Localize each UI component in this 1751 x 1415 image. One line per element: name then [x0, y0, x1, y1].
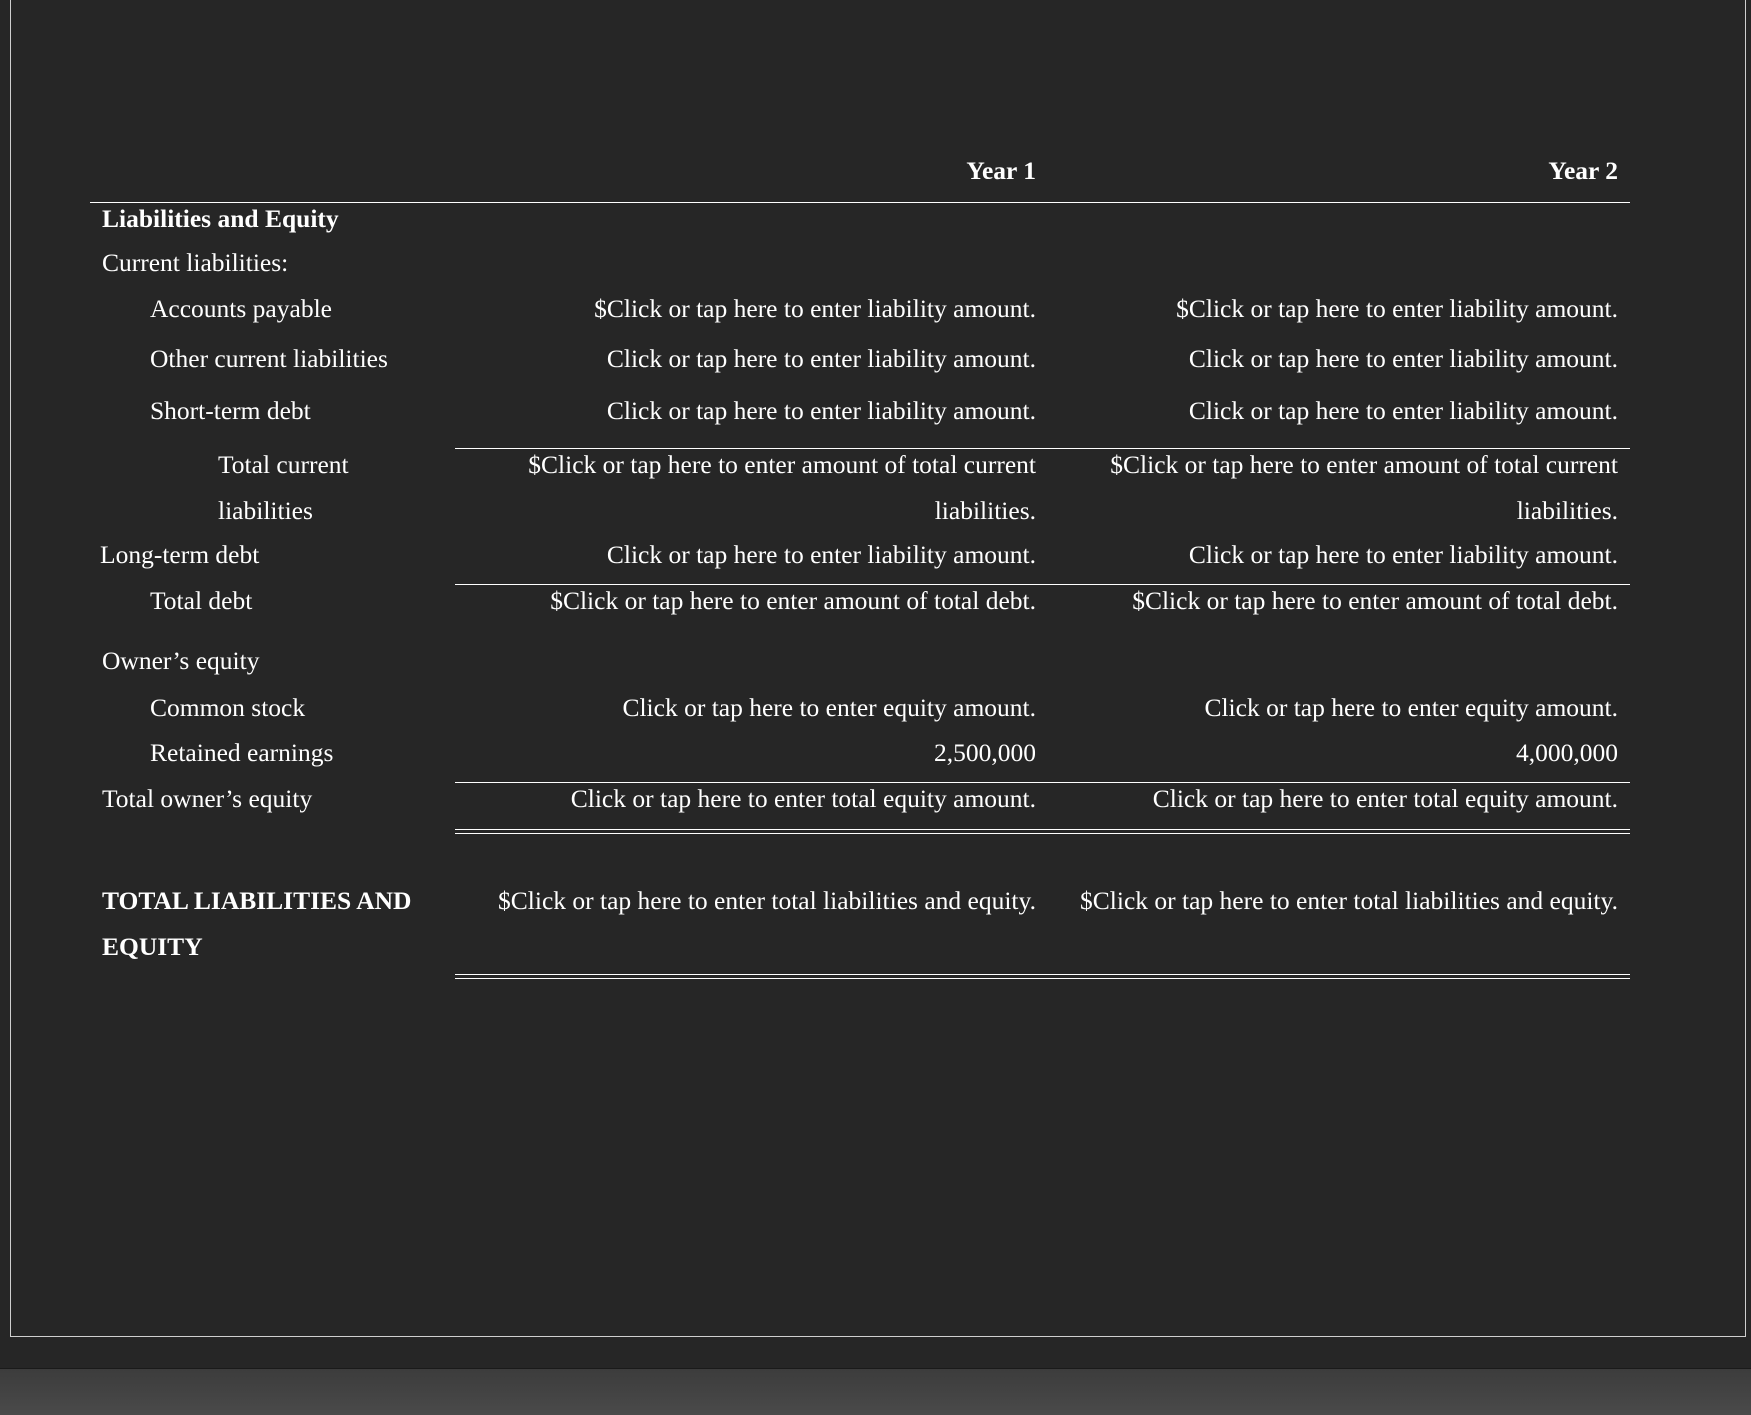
header-year1: Year 1	[966, 156, 1036, 185]
total-equity-rule-year2	[1037, 782, 1630, 783]
short-term-debt-year2-field[interactable]: Click or tap here to enter liability amount.	[1188, 396, 1618, 425]
header-year2: Year 2	[1548, 156, 1618, 185]
total-current-rule-year2	[1037, 448, 1630, 449]
total-current-liabilities-label-line2: liabilities	[218, 496, 313, 525]
accounts-payable-year2-field[interactable]: $Click or tap here to enter liability amount.	[1176, 294, 1618, 323]
total-liabilities-equity-year1-field[interactable]: $Click or tap here to enter total liabilities and equity.	[498, 886, 1036, 915]
total-current-liabilities-year2-field[interactable]: $Click or tap here to enter amount of total current	[1110, 450, 1618, 479]
long-term-debt-year2-field[interactable]: Click or tap here to enter liability amount.	[1188, 540, 1618, 569]
long-term-debt-label: Long-term debt	[100, 540, 260, 569]
common-stock-year1-field[interactable]: Click or tap here to enter equity amount.	[622, 693, 1036, 722]
common-stock-label: Common stock	[150, 693, 306, 722]
total-debt-rule-year2	[1037, 584, 1630, 585]
total-debt-label: Total debt	[150, 586, 253, 615]
total-debt-year2-field[interactable]: $Click or tap here to enter amount of total debt.	[1132, 586, 1618, 615]
total-liabilities-equity-year2-field[interactable]: $Click or tap here to enter total liabilities and equity.	[1080, 886, 1618, 915]
total-current-liabilities-year1-field[interactable]: $Click or tap here to enter amount of total current	[528, 450, 1036, 479]
total-equity-rule-year1	[455, 782, 1037, 783]
total-current-liabilities-year1-field-line2[interactable]: liabilities.	[934, 496, 1036, 525]
common-stock-year2-field[interactable]: Click or tap here to enter equity amount.	[1204, 693, 1618, 722]
total-debt-year1-field[interactable]: $Click or tap here to enter amount of total debt.	[550, 586, 1036, 615]
total-current-liabilities-year2-field-line2[interactable]: liabilities.	[1516, 496, 1618, 525]
owners-equity-label: Owner’s equity	[102, 646, 260, 675]
retained-earnings-label: Retained earnings	[150, 738, 334, 767]
grand-total-double-rule	[455, 974, 1630, 979]
header-rule	[90, 202, 1630, 203]
accounts-payable-year1-field[interactable]: $Click or tap here to enter liability amount.	[594, 294, 1036, 323]
other-current-liabilities-year1-field[interactable]: Click or tap here to enter liability amount.	[606, 344, 1036, 373]
total-liabilities-equity-label-line1: TOTAL LIABILITIES AND	[102, 886, 412, 915]
retained-earnings-year1-value[interactable]: 2,500,000	[934, 738, 1036, 767]
bottom-status-bar	[0, 1368, 1751, 1415]
short-term-debt-label: Short-term debt	[150, 396, 311, 425]
total-current-rule-year1	[455, 448, 1037, 449]
short-term-debt-year1-field[interactable]: Click or tap here to enter liability amount.	[606, 396, 1036, 425]
other-current-liabilities-label: Other current liabilities	[150, 344, 388, 373]
total-liabilities-equity-label-line2: EQUITY	[102, 932, 203, 961]
total-debt-rule-year1	[455, 584, 1037, 585]
total-current-liabilities-label-line1: Total current	[218, 450, 349, 479]
accounts-payable-label: Accounts payable	[150, 294, 332, 323]
retained-earnings-year2-value[interactable]: 4,000,000	[1516, 738, 1618, 767]
total-equity-double-rule	[455, 829, 1630, 834]
section-title: Liabilities and Equity	[102, 204, 339, 233]
other-current-liabilities-year2-field[interactable]: Click or tap here to enter liability amount.	[1188, 344, 1618, 373]
document-page	[10, 0, 1746, 1337]
total-owners-equity-label: Total owner’s equity	[102, 784, 313, 813]
current-liabilities-label: Current liabilities:	[102, 248, 289, 277]
long-term-debt-year1-field[interactable]: Click or tap here to enter liability amount.	[606, 540, 1036, 569]
total-owners-equity-year2-field[interactable]: Click or tap here to enter total equity amount.	[1152, 784, 1618, 813]
total-owners-equity-year1-field[interactable]: Click or tap here to enter total equity amount.	[570, 784, 1036, 813]
